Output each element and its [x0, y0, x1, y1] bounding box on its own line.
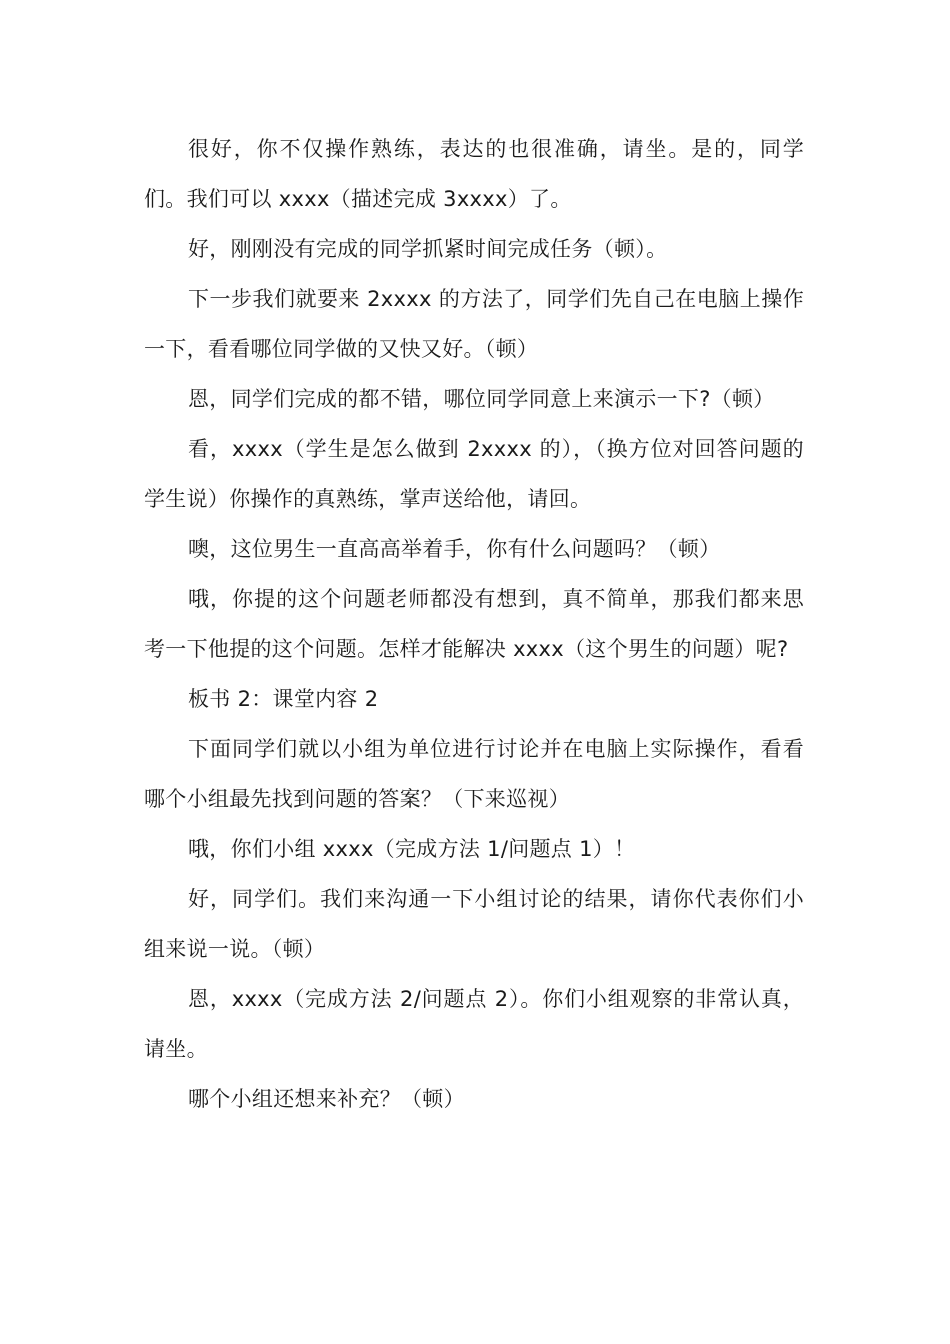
paragraph-5: 看，xxxx（学生是怎么做到 2xxxx 的），（换方位对回答问题的学生说）你操作的真熟练，掌声送给他，请回。 — [144, 437, 804, 511]
paragraph-10: 哦，你们小组 xxxx（完成方法 1/问题点 1）！ — [188, 837, 636, 861]
paragraph-13: 哪个小组还想来补充？（顿） — [188, 1087, 465, 1111]
paragraph-11: 好，同学们。我们来沟通一下小组讨论的结果，请你代表你们小组来说一说。（顿） — [144, 887, 804, 961]
board-note-heading: 板书 2：课堂内容 2 — [188, 687, 379, 711]
paragraph-2: 好，刚刚没有完成的同学抓紧时间完成任务（顿）。 — [188, 237, 668, 261]
paragraph-4: 恩，同学们完成的都不错，哪位同学同意上来演示一下?（顿） — [188, 387, 775, 411]
paragraph-9: 下面同学们就以小组为单位进行讨论并在电脑上实际操作，看看哪个小组最先找到问题的答案？（下来巡视） — [144, 737, 804, 811]
paragraph-1: 很好，你不仅操作熟练，表达的也很准确，请坐。是的，同学们。我们可以 xxxx（描述完成 3xxxx）了。 — [144, 137, 804, 211]
paragraph-3: 下一步我们就要来 2xxxx 的方法了，同学们先自己在电脑上操作一下，看看哪位同学做的又快又好。（顿） — [144, 287, 804, 361]
document-body — [144, 124, 804, 1124]
paragraph-7: 哦，你提的这个问题老师都没有想到，真不简单，那我们都来思考一下他提的这个问题。怎样才能解决 xxxx（这个男生的问题）呢? — [144, 587, 804, 661]
paragraph-6: 噢，这位男生一直高高举着手，你有什么问题吗？（顿） — [188, 537, 721, 561]
paragraph-12: 恩，xxxx（完成方法 2/问题点 2）。你们小组观察的非常认真，请坐。 — [144, 987, 804, 1061]
